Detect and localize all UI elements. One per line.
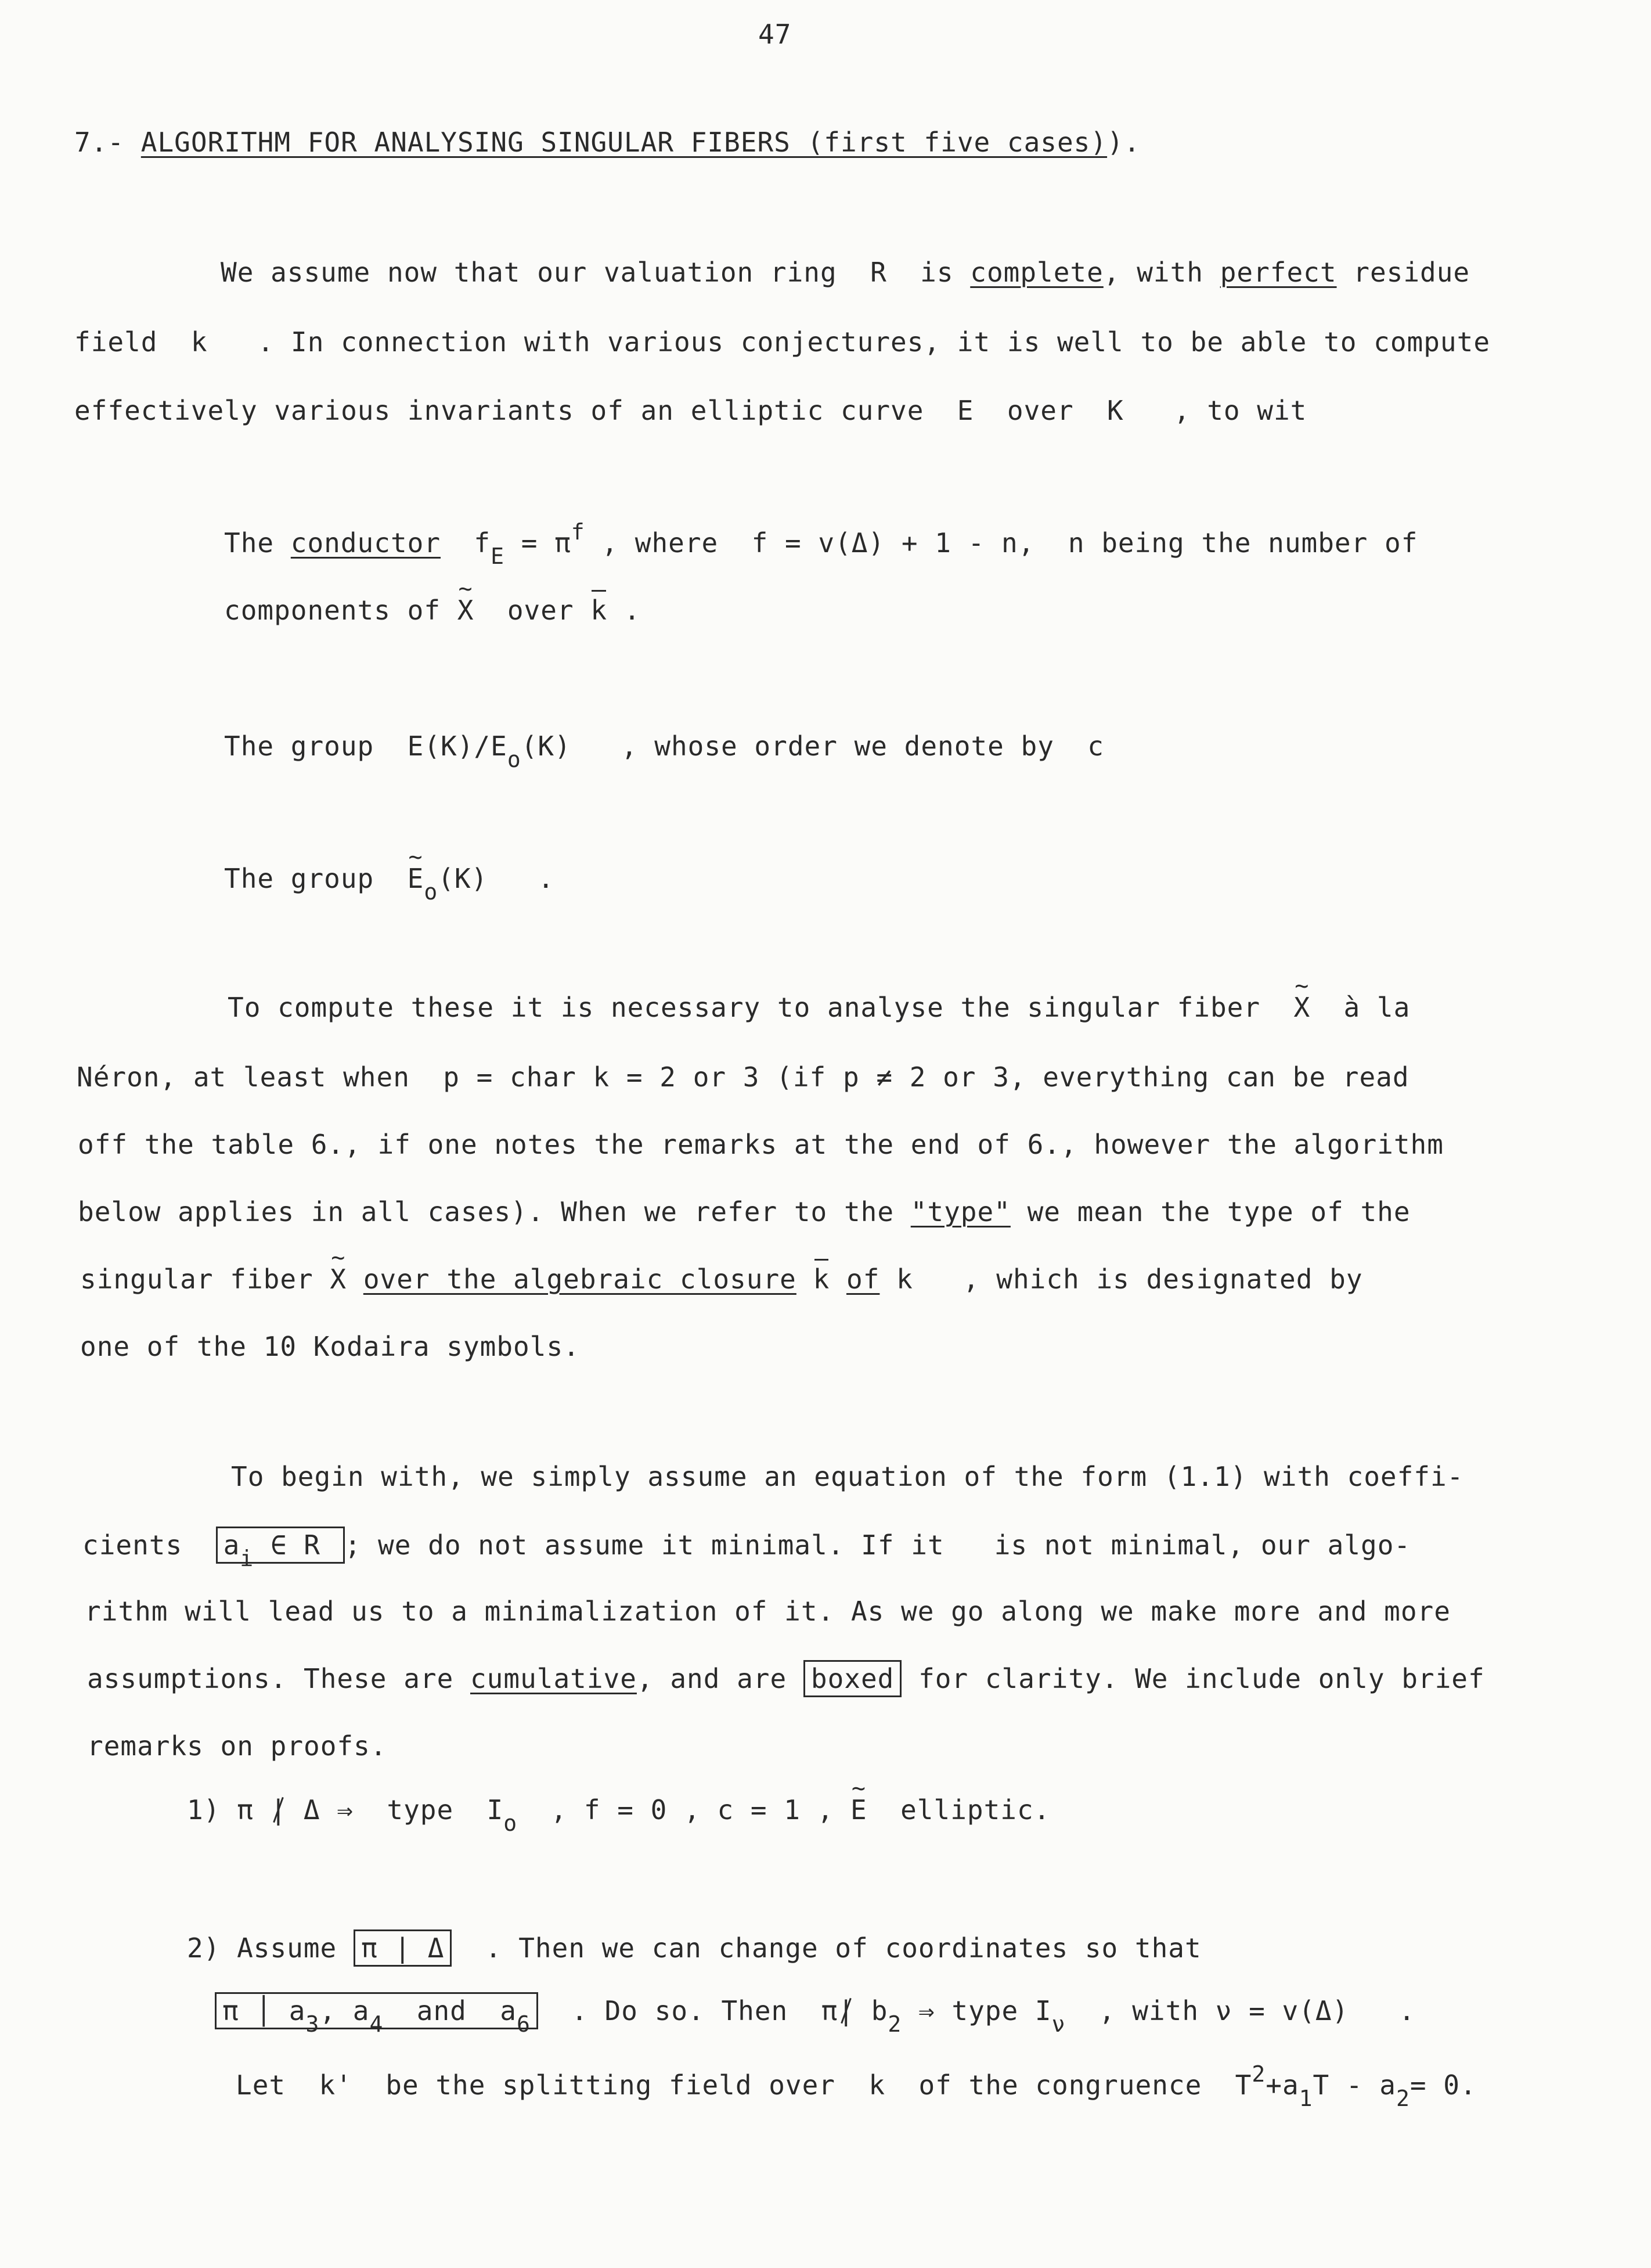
text: ⇒ type I xyxy=(902,1995,1052,2026)
text: Let k' be the splitting field over k of the congruence T xyxy=(236,2069,1252,2101)
para1-line3: effectively various invariants of an elliptic curve E over K , to wit xyxy=(74,395,1307,426)
text: The xyxy=(224,527,291,559)
symbol-a: a xyxy=(289,1995,306,2026)
symbol-delta: Δ xyxy=(287,1794,320,1826)
text: à la xyxy=(1310,992,1411,1023)
para2-line6: one of the 10 Kodaira symbols. xyxy=(80,1331,580,1362)
para1-line2: field k . In connection with various conjectures, it is well to be able to compute xyxy=(74,326,1491,358)
text: ; we do not assume it minimal. If it is not minimal, our algo- xyxy=(344,1529,1411,1561)
text: elliptic. xyxy=(867,1794,1051,1826)
text: and a xyxy=(383,1995,517,2026)
section-title: ALGORITHM FOR ANALYSING SINGULAR FIBERS (first five cases) xyxy=(140,127,1108,158)
para3-line2 xyxy=(82,1529,1411,1571)
symbol-a: a xyxy=(223,1529,240,1561)
text: (K) , whose order we denote by c xyxy=(521,730,1105,762)
text: , and are xyxy=(636,1663,803,1694)
para3-line4 xyxy=(87,1665,1485,1692)
para2-line3: off the table 6., if one notes the remarks at the end of 6., however the algorithm xyxy=(78,1129,1444,1160)
page-number: 47 xyxy=(758,19,792,50)
text: assumptions. These are xyxy=(87,1663,470,1694)
text xyxy=(796,1263,813,1295)
X-tilde: ~ X xyxy=(457,597,474,624)
divide-bar: | xyxy=(838,1995,855,2026)
boxed-pi-divides-delta: π | Δ xyxy=(354,1929,452,1967)
case1-line xyxy=(187,1794,1051,1836)
text: ∈ R xyxy=(254,1529,337,1561)
para3-line3: rithm will lead us to a minimalization of it. As we go along we make more and more xyxy=(85,1596,1451,1627)
text xyxy=(830,1263,846,1295)
superscript-f: f xyxy=(571,519,585,545)
text: (K) . xyxy=(438,863,555,894)
subscript-2: 2 xyxy=(888,2011,902,2037)
symbol-pi: π xyxy=(222,1995,239,2026)
text: components of xyxy=(224,595,457,626)
text: singular fiber xyxy=(80,1263,330,1295)
boxed-word: boxed xyxy=(803,1660,902,1697)
para2-line4 xyxy=(78,1198,1411,1225)
symbol-b: b xyxy=(855,1995,888,2026)
para2-line5 xyxy=(80,1263,1363,1295)
underlined-algebraic-closure: over the algebraic closure xyxy=(363,1263,796,1295)
text: , f = 0 , c = 1 , xyxy=(517,1794,851,1826)
text: we mean the type of the xyxy=(1010,1196,1411,1227)
conductor-line2 xyxy=(224,597,640,624)
case-number: 2) Assume xyxy=(187,1932,354,1964)
text: over xyxy=(474,595,591,626)
conductor-line1 xyxy=(224,519,1418,569)
k-bar: k xyxy=(813,1263,830,1295)
case2-line3 xyxy=(236,2061,1477,2111)
text: ⇒ type I xyxy=(320,1794,504,1826)
text: = π xyxy=(504,527,571,559)
text xyxy=(347,1263,363,1295)
para1-text: We assume now that our valuation ring R is xyxy=(221,257,971,288)
subscript-o: o xyxy=(503,1810,518,1836)
para1-text: , with xyxy=(1103,257,1220,288)
symbol-delta: Δ xyxy=(427,1932,445,1964)
X-tilde: ~ X xyxy=(1293,994,1310,1021)
divide-bar: | xyxy=(270,1794,287,1826)
text: below applies in all cases). When we refer to the xyxy=(78,1196,911,1227)
symbol-pi: π xyxy=(237,1794,254,1826)
case2-line2 xyxy=(215,1995,1416,2037)
symbol-pi: π xyxy=(361,1932,378,1964)
underlined-conductor: conductor xyxy=(290,527,441,559)
para2-line2: Néron, at least when p = char k = 2 or 3 (if p ≠ 2 or 3, everything can be read xyxy=(77,1061,1410,1093)
text: The group xyxy=(224,863,408,894)
para3-line5: remarks on proofs. xyxy=(87,1730,387,1762)
underlined-perfect: perfect xyxy=(1220,257,1337,288)
group-tilde-line xyxy=(224,863,555,905)
text: +a xyxy=(1266,2069,1299,2101)
para3-line1: To begin with, we simply assume an equation of the form (1.1) with coeffi- xyxy=(231,1461,1464,1492)
symbol-f: f xyxy=(474,527,491,559)
text: = 0. xyxy=(1410,2069,1477,2101)
underlined-complete: complete xyxy=(970,257,1104,288)
boxed-pi-divides-coefficients: π │ $a_3$, $a_4$ and $a_6$ xyxy=(215,1992,538,2029)
boxed-coefficients xyxy=(216,1527,345,1571)
text: . Then we can change of coordinates so that xyxy=(452,1932,1202,1964)
para1-line1 xyxy=(221,259,1470,286)
section-heading xyxy=(74,129,1140,156)
text: The group E(K)/E xyxy=(224,730,507,762)
text: . xyxy=(607,595,641,626)
underlined-of: of xyxy=(846,1263,880,1295)
subscript-1: 1 xyxy=(1299,2086,1313,2111)
subscript-nu: ν xyxy=(1051,2011,1066,2037)
group-line xyxy=(224,730,1105,772)
superscript-2: 2 xyxy=(1252,2061,1266,2087)
subscript-3: 3 xyxy=(305,2011,320,2037)
subscript-o: o xyxy=(424,879,438,905)
section-number: 7.- xyxy=(74,127,125,158)
subscript-o: o xyxy=(507,747,521,772)
subscript-i: i xyxy=(240,1546,254,1571)
para1-text: residue xyxy=(1336,257,1470,288)
subscript-2: 2 xyxy=(1396,2086,1410,2111)
subscript-4: 4 xyxy=(369,2011,384,2037)
text: , with ν = v(Δ) . xyxy=(1065,1995,1416,2026)
underlined-type: "type" xyxy=(910,1196,1011,1227)
text: k , which is designated by xyxy=(879,1263,1363,1295)
text: . Do so. Then π xyxy=(538,1995,838,2026)
text: T - a xyxy=(1313,2069,1397,2101)
E-tilde: ~ E xyxy=(850,1797,867,1823)
does-not-divide xyxy=(838,1997,855,2024)
section-title-end: ). xyxy=(1107,127,1141,158)
E-tilde: ~ E xyxy=(408,865,424,892)
text: cients xyxy=(82,1529,199,1561)
k-bar: k xyxy=(590,595,608,626)
subscript-E: E xyxy=(491,543,505,569)
underlined-cumulative: cumulative xyxy=(470,1663,637,1694)
para2-line1 xyxy=(228,994,1410,1021)
X-tilde: ~ X xyxy=(330,1266,347,1293)
text: , a xyxy=(319,1995,370,2026)
text: To compute these it is necessary to analyse the singular fiber xyxy=(228,992,1294,1023)
case2-line1 xyxy=(187,1932,1202,1964)
text: , where f = v(Δ) + 1 - n, n being the number of xyxy=(585,527,1418,559)
subscript-6: 6 xyxy=(516,2011,531,2037)
does-not-divide xyxy=(270,1794,287,1826)
case-number: 1) xyxy=(187,1794,237,1826)
text: for clarity. We include only brief xyxy=(902,1663,1485,1694)
